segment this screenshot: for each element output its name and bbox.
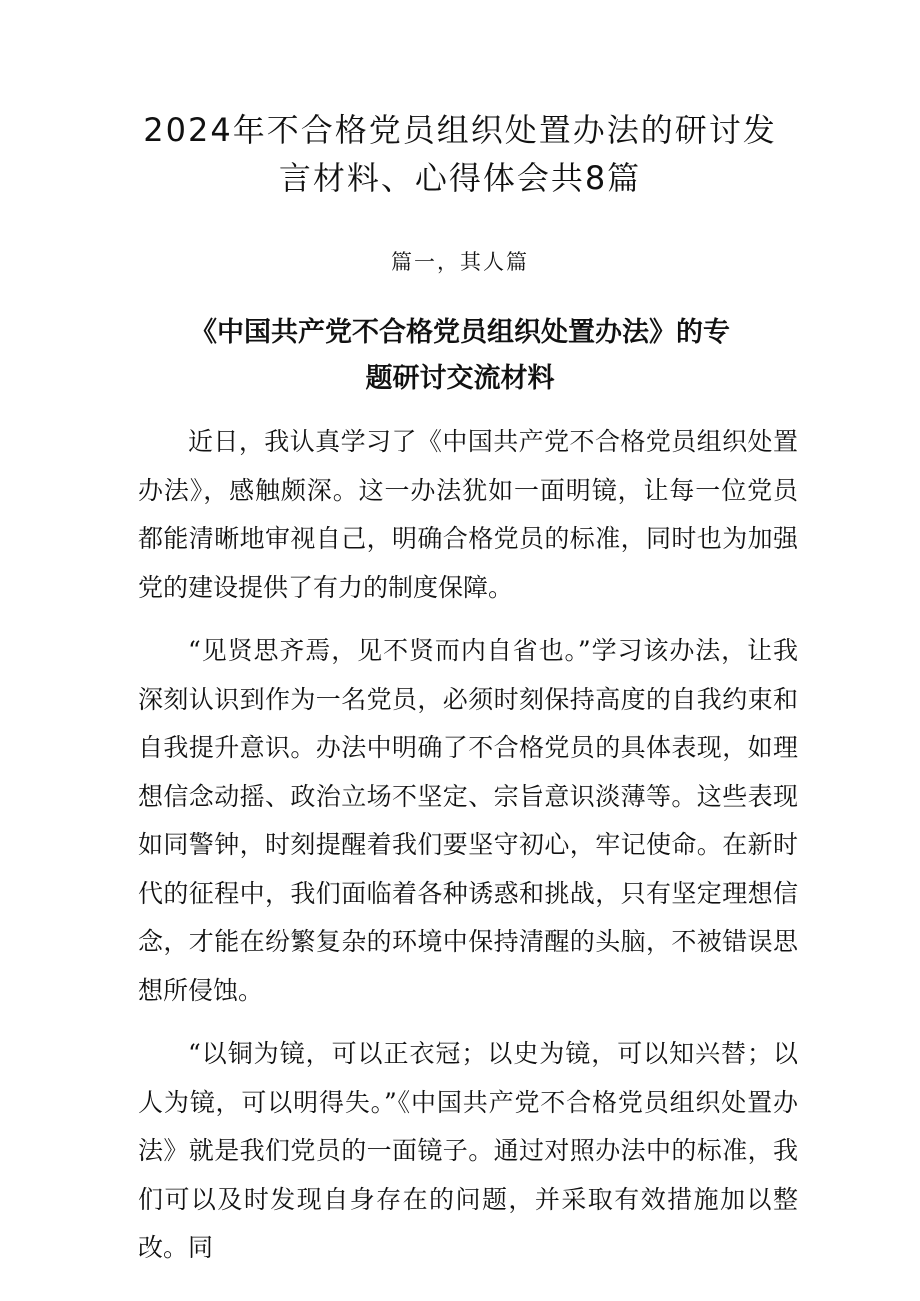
section-label: 篇一，其人篇 bbox=[391, 250, 529, 274]
document-title bbox=[120, 106, 800, 202]
document-title-line-2: 言材料、心得体会共8篇 bbox=[278, 159, 642, 197]
article-title bbox=[150, 310, 770, 402]
document-title-line-1: 2024年不合格党员组织处置办法的研讨发 bbox=[143, 111, 777, 149]
body-paragraph-2: “见贤思齐焉，见不贤而内自省也。”学习该办法，让我深刻认识到作为一名党员，必须时刻保持高度的自我约束和自我提升意识。办法中明确了不合格党员的具体表现，如理想信念动摇、政治立场不坚定、宗旨意识淡薄等。这些表现如同警钟，时刻提醒着我们要坚守初心，牢记使命。在新时代的征程中，我们面临着各种诱惑和挑战，只有坚定理想信念，才能在纷繁复杂的环境中保持清醒的头脑，不被错误思想所侵蚀。 bbox=[138, 636, 798, 1005]
article-title-line-2: 题研讨交流材料 bbox=[365, 363, 555, 394]
body-paragraph-1: 近日，我认真学习了《中国共产党不合格党员组织处置办法》，感触颇深。这一办法犹如一面明镜，让每一位党员都能清晰地审视自己，明确合格党员的标准，同时也为加强党的建设提供了有力的制度保障。 bbox=[138, 427, 798, 602]
article-title-line-1: 《中国共产党不合格党员组织处置办法》的专 bbox=[190, 317, 730, 348]
body-paragraph-3: “以铜为镜，可以正衣冠；以史为镜，可以知兴替；以人为镜，可以明得失。”《中国共产党不合格党员组织处置办法》就是我们党员的一面镜子。通过对照办法中的标准，我们可以及时发现自身存在的问题，并采取有效措施加以整改。同 bbox=[138, 1039, 798, 1262]
article-body bbox=[138, 418, 798, 1288]
